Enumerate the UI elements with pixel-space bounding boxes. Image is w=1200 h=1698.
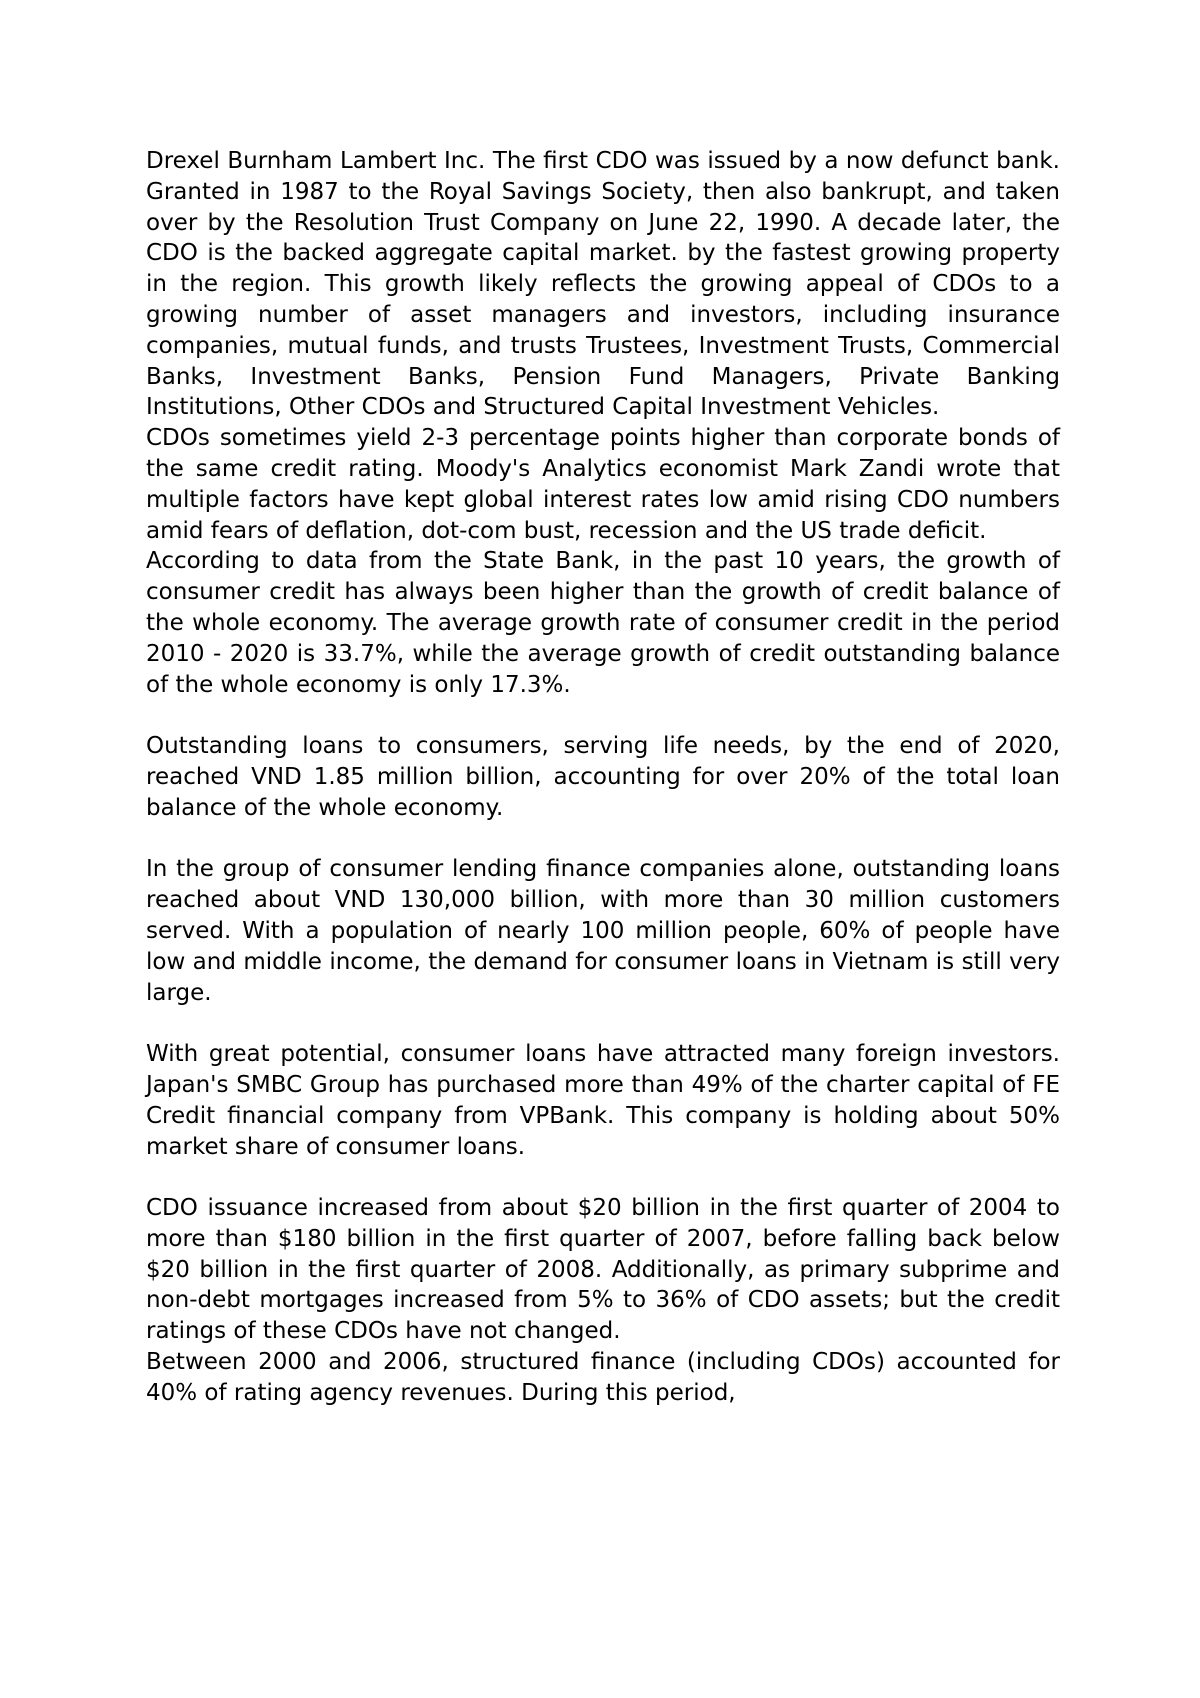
paragraph-cdo-issuance: CDO issuance increased from about $20 billion in the first quarter of 2004 to more than $180 billion in the first quarter of 2007, before falling back below $20 billion in the first quarter of 2008. Additionally, as primary subprime and non-debt mortgages increased from 5% to 36% of CDO assets; but the credit ratings of these CDOs have not changed. <box>146 1195 1060 1345</box>
paragraph-cdo-yield: CDOs sometimes yield 2-3 percentage points higher than corporate bonds of the same credit rating. Moody's Analytics economist Mark Zandi wrote that multiple factors have kept global interest rates low amid rising CDO numbers amid fears of deflation, dot-com bust, recession and the US trade deficit. <box>146 425 1060 544</box>
paragraph-structured-finance: Between 2000 and 2006, structured finance (including CDOs) accounted for 40% of rating agency revenues. During this period, <box>146 1349 1060 1406</box>
paragraph-consumer-credit-growth: According to data from the State Bank, in the past 10 years, the growth of consumer credit has always been higher than the growth of credit balance of the whole economy. The average growth rate of consumer credit in the period 2010 - 2020 is 33.7%, while the average growth of credit outstanding balance of the whole economy is only 17.3%. <box>146 548 1060 698</box>
document-body <box>146 146 1060 1409</box>
paragraph-cdo-history: Drexel Burnham Lambert Inc. The first CDO was issued by a now defunct bank. Granted in 1987 to the Royal Savings Society, then also bankrupt, and taken over by the Resolution Trust Company on June 22, 1990. A decade later, the CDO is the backed aggregate capital market. by the fastest growing property in the region. This growth likely reflects the growing appeal of CDOs to a growing number of asset managers and investors, including insurance companies, mutual funds, and trusts Trustees, Investment Trusts, Commercial Banks, Investment Banks, Pension Fund Managers, Private Banking Institutions, Other CDOs and Structured Capital Investment Vehicles. <box>146 148 1060 421</box>
paragraph-foreign-investors: With great potential, consumer loans have attracted many foreign investors. Japan's SMBC Group has purchased more than 49% of the charter capital of FE Credit financial company from VPBank. This company is holding about 50% market share of consumer loans. <box>146 1041 1060 1160</box>
paragraph-finance-companies: In the group of consumer lending finance companies alone, outstanding loans reached about VND 130,000 billion, with more than 30 million customers served. With a population of nearly 100 million people, 60% of people have low and middle income, the demand for consumer loans in Vietnam is still very large. <box>146 856 1060 1006</box>
paragraph-outstanding-loans: Outstanding loans to consumers, serving life needs, by the end of 2020, reached VND 1.85 million billion, accounting for over 20% of the total loan balance of the whole economy. <box>146 733 1060 821</box>
